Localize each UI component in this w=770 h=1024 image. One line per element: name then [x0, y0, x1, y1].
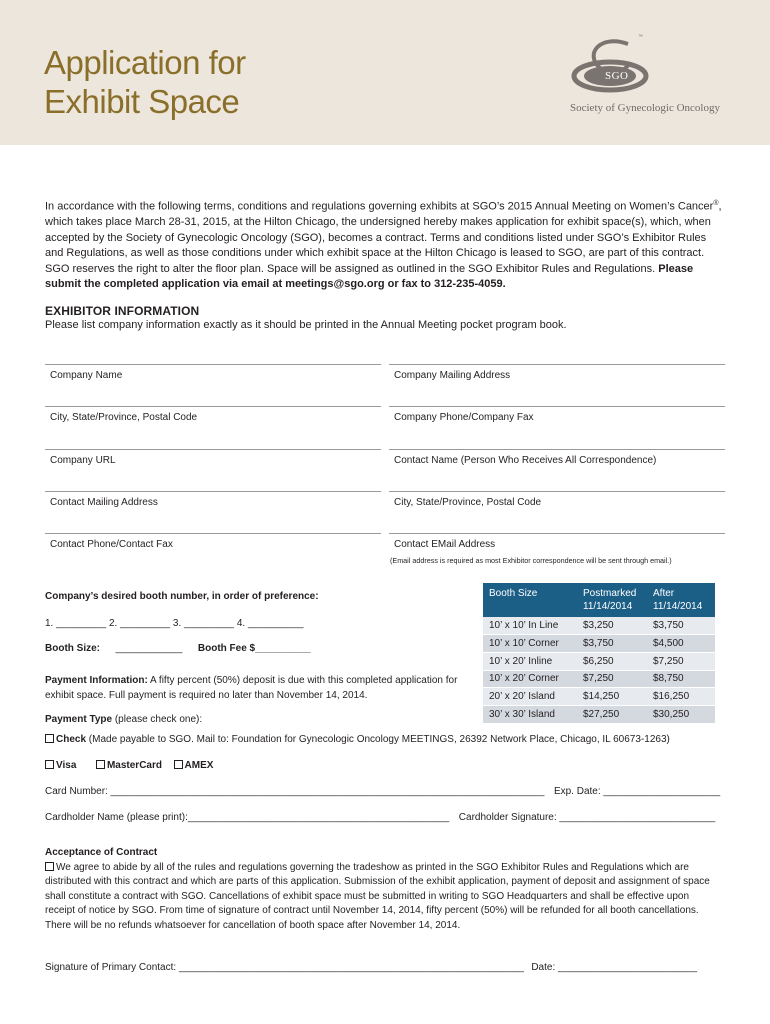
table-row [483, 670, 715, 688]
company-city-state-field[interactable] [45, 406, 381, 423]
field-label: Contact Phone/Contact Fax [50, 539, 173, 550]
visa-option[interactable] [45, 760, 76, 771]
booth-rate-table [483, 583, 715, 724]
field-label: Company URL [50, 455, 116, 466]
booth-size-blank[interactable]: ____________ [115, 643, 183, 654]
logo-abbrev: SGO [605, 70, 629, 82]
intro-paragraph [45, 196, 725, 293]
check-checkbox[interactable] [45, 734, 54, 743]
exp-date-field[interactable]: Exp. Date: _____________________ [553, 786, 721, 797]
rate-cell: $27,250 [577, 705, 647, 723]
visa-checkbox[interactable] [45, 760, 54, 769]
table-row [483, 617, 715, 635]
amex-checkbox[interactable] [174, 760, 183, 769]
rate-cell: $16,250 [647, 688, 715, 706]
cardholder-name-field[interactable]: Cardholder Name (please print):_______________________________________________ [45, 812, 450, 823]
primary-signature-line[interactable] [45, 962, 697, 973]
sgo-logo [560, 32, 730, 122]
rate-cell: $6,250 [577, 652, 647, 670]
payment-type-hint: (please check one): [112, 714, 203, 725]
intro-registered-mark: ® [713, 200, 719, 207]
payment-type-label: Payment Type [45, 714, 113, 725]
field-label: Company Phone/Company Fax [394, 412, 534, 423]
rate-cell: 30’ x 30’ Island [483, 705, 577, 723]
rate-cell: 10’ x 20’ Corner [483, 670, 577, 688]
intro-text-1: In accordance with the following terms, conditions and regulations governing exhibits at SGO’s 2015 Annual Meeting on Women’s Cancer [45, 200, 714, 213]
table-row [483, 652, 715, 670]
check-label: Check [56, 734, 87, 745]
rate-cell: 10’ x 10’ Corner [483, 635, 577, 653]
booth-preference-heading: Company’s desired booth number, in order of preference: [45, 591, 319, 602]
mastercard-option[interactable] [96, 760, 162, 771]
acceptance-checkbox[interactable] [45, 862, 54, 871]
booth-fee-label[interactable]: Booth Fee $__________ [197, 643, 311, 654]
field-label: Contact Name (Person Who Receives All Correspondence) [394, 455, 657, 466]
signature-date-field[interactable]: Date: _________________________ [531, 962, 698, 973]
sgo-logo-mark-icon [560, 32, 730, 102]
header-postmarked: Postmarked 11/14/2014 [577, 583, 647, 617]
header-after: After 11/14/2014 [647, 583, 715, 617]
company-mailing-address-field[interactable] [389, 364, 725, 381]
email-note: (Email address is required as most Exhibitor correspondence will be sent through email.) [390, 556, 672, 565]
field-label: City, State/Province, Postal Code [394, 497, 542, 508]
booth-size-fee-line[interactable] [45, 643, 311, 654]
page-header [0, 0, 770, 145]
exhibitor-info-subheading: Please list company information exactly as it should be printed in the Annual Meeting pocket program book. [45, 319, 567, 331]
company-name-field[interactable] [45, 364, 381, 381]
amex-label: AMEX [184, 760, 214, 771]
check-option[interactable] [45, 734, 670, 745]
rate-cell: $7,250 [577, 670, 647, 688]
rate-cell: $14,250 [577, 688, 647, 706]
rate-cell: $30,250 [647, 705, 715, 723]
rate-cell: $3,250 [577, 617, 647, 635]
card-number-field[interactable]: Card Number: ______________________________________________________________________________ [45, 786, 545, 797]
header-booth-size: Booth Size [483, 583, 577, 617]
contact-city-state-field[interactable] [389, 491, 725, 508]
payment-info-label: Payment Information: [45, 675, 148, 686]
payment-type-heading [45, 714, 202, 725]
card-type-options [45, 760, 213, 771]
contact-phone-fax-field[interactable] [45, 533, 381, 550]
contact-name-field[interactable] [389, 449, 725, 466]
booth-size-label: Booth Size: [45, 643, 100, 654]
payment-info-text: A fifty percent (50%) deposit is due with this completed application for exhibit space. Full payment is required no later than November 14, 2014. [45, 675, 458, 701]
rate-table-header [483, 583, 715, 617]
rate-cell: $4,500 [647, 635, 715, 653]
logo-trademark: ™ [638, 34, 643, 40]
rate-cell: 10’ x 10’ In Line [483, 617, 577, 635]
table-row [483, 705, 715, 723]
intro-text-2: , which takes place March 28-31, 2015, at the Hilton Chicago, the undersigned hereby makes application for exhibit space(s), which, when accepted by the Society of Gynecologic Oncology (SGO), becomes a contract. Terms and conditions listed under SGO’s Exhibitor Rules and Regulations, as well as those conditions under which exhibit space at the Hilton Chicago is leased to SGO, are part of this contract. SGO reserves the right to alter the floor plan. Space will be assigned as outlined in the SGO Exhibitor Rules and Regulations. [45, 200, 722, 275]
acceptance-of-contract [45, 846, 715, 934]
mastercard-label: MasterCard [106, 760, 162, 771]
acceptance-text: We agree to abide by all of the rules and regulations governing the tradeshow as printed in the SGO Exhibitor Rules and Regulations which are distributed with this contract and which are parts of this application. Submission of the exhibit application, payment of deposit and assignment of space shall constitute a contract with SGO. Cancellations of exhibit space must be submitted in writing to SGO Headquarters and shall be effective upon receipt of notice by SGO. From time of signature of contract until November 14, 2014, fifty percent (50%) will be refunded for all booth cancellations. There will be no refunds whatsoever for cancellation of booth space after November 14, 2014. [45, 861, 710, 931]
acceptance-heading: Acceptance of Contract [45, 847, 158, 858]
field-label: Contact Mailing Address [50, 497, 158, 508]
payment-information [45, 674, 465, 703]
field-label: Company Mailing Address [394, 370, 511, 381]
visa-label: Visa [56, 760, 77, 771]
intro-submit-instructions: Please submit the completed application via email at meetings@sgo.org or fax to 312-235-4059. [45, 262, 694, 291]
title-line-2: Exhibit Space [44, 83, 240, 120]
company-url-field[interactable] [45, 449, 381, 466]
field-label: Company Name [50, 370, 123, 381]
booth-preference-blanks[interactable]: 1. _________ 2. _________ 3. _________ 4. __________ [45, 618, 304, 629]
field-label: City, State/Province, Postal Code [50, 412, 198, 423]
rate-cell: $3,750 [647, 617, 715, 635]
amex-option[interactable] [174, 760, 214, 771]
rate-cell: 20’ x 20’ Island [483, 688, 577, 706]
rate-cell: 10’ x 20’ Inline [483, 652, 577, 670]
card-number-line[interactable] [45, 786, 720, 797]
cardholder-line[interactable] [45, 812, 715, 823]
rate-cell: $7,250 [647, 652, 715, 670]
table-row [483, 635, 715, 653]
contact-mailing-address-field[interactable] [45, 491, 381, 508]
rate-cell: $3,750 [577, 635, 647, 653]
mastercard-checkbox[interactable] [96, 760, 105, 769]
logo-organization-name: Society of Gynecologic Oncology [570, 102, 720, 114]
exhibitor-info-heading: EXHIBITOR INFORMATION [45, 304, 200, 318]
page-title [44, 43, 246, 121]
title-line-1: Application for [44, 44, 246, 81]
company-phone-fax-field[interactable] [389, 406, 725, 423]
contact-email-field[interactable] [389, 533, 725, 550]
field-label: Contact EMail Address [394, 539, 496, 550]
check-instructions: (Made payable to SGO. Mail to: Foundation for Gynecologic Oncology MEETINGS, 26392 Network Place, Chicago, IL 60673-1263) [86, 734, 670, 745]
table-row [483, 688, 715, 706]
cardholder-signature-field[interactable]: Cardholder Signature: ____________________________ [458, 812, 716, 823]
primary-contact-signature-field[interactable]: Signature of Primary Contact: ______________________________________________________________ [45, 962, 524, 973]
rate-cell: $8,750 [647, 670, 715, 688]
